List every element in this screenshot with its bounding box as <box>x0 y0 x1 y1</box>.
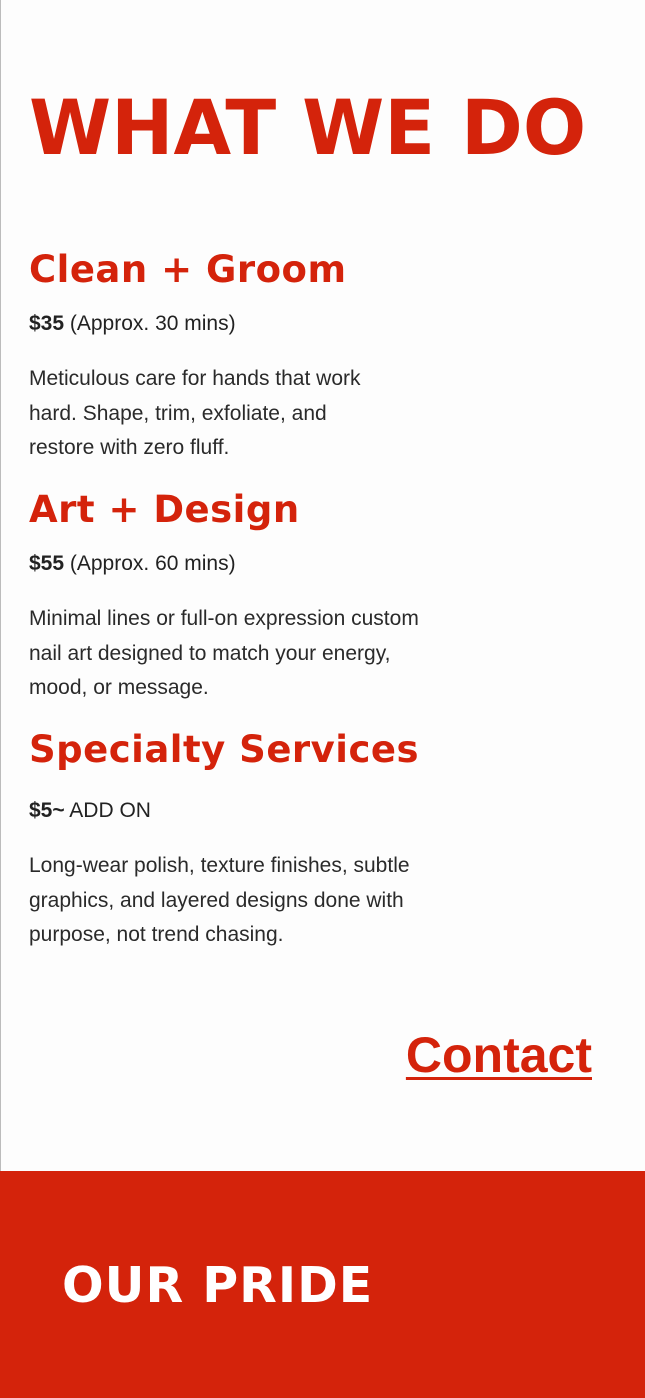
service-clean-groom <box>29 248 449 466</box>
service-price: $55 <box>29 552 65 575</box>
left-border <box>0 0 1 1172</box>
service-price-line <box>29 553 449 574</box>
service-price-line <box>29 313 449 334</box>
service-description: Long-wear polish, texture finishes, subtle graphics, and layered designs done with purpose, not trend chasing. <box>29 854 410 946</box>
service-price-line <box>29 800 449 821</box>
service-duration: (Approx. 30 mins) <box>64 312 236 335</box>
our-pride-banner <box>0 1171 645 1398</box>
service-description: Minimal lines or full-on expression custom nail art designed to match your energy, mood, or message. <box>29 607 419 699</box>
contact-link[interactable]: Contact <box>405 1027 592 1083</box>
our-pride-heading: OUR PRIDE <box>62 1257 374 1314</box>
service-title: Art + Design <box>29 488 300 531</box>
service-price: $5~ <box>29 799 65 822</box>
service-addon-label: ADD ON <box>64 799 151 822</box>
service-art-design <box>29 488 449 706</box>
service-duration: (Approx. 60 mins) <box>64 552 236 575</box>
service-price: $35 <box>29 312 65 335</box>
service-specialty <box>29 728 449 953</box>
service-description: Meticulous care for hands that work hard. Shape, trim, exfoliate, and restore with zero fluff. <box>29 367 361 459</box>
service-title: Clean + Groom <box>29 248 347 291</box>
page-title: WHAT WE DO <box>29 83 587 172</box>
service-title: Specialty Services <box>29 728 420 771</box>
